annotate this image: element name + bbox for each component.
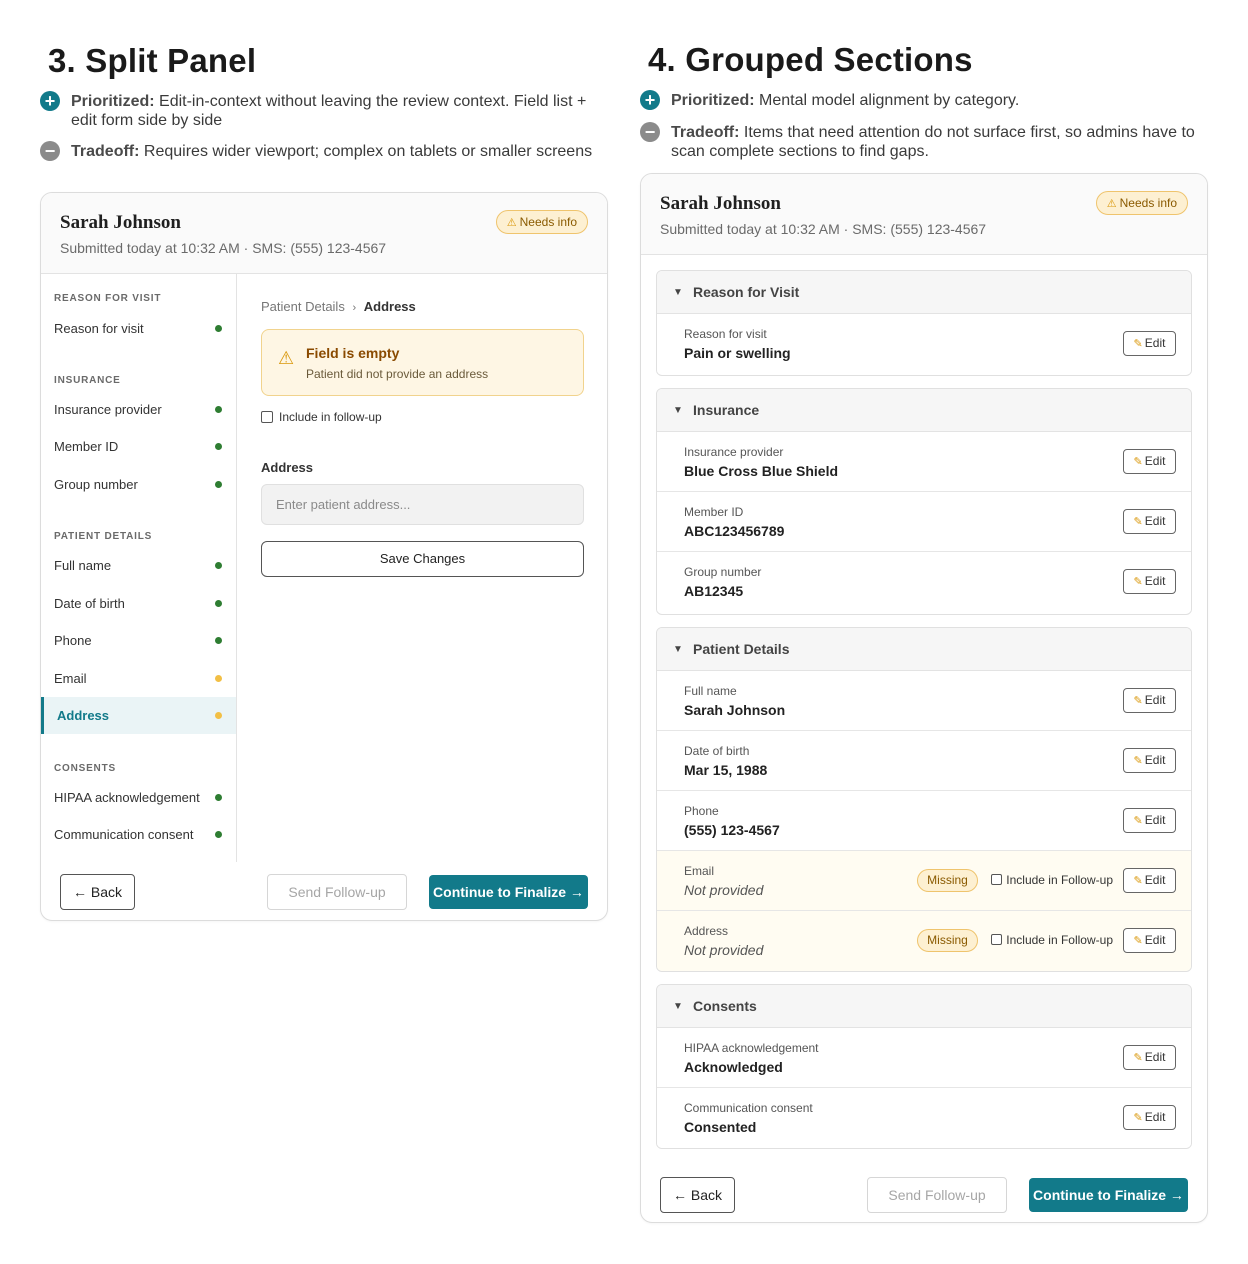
group-reason-for-visit [656,270,1192,376]
pencil-icon: ✎ [1133,875,1143,887]
field-label: Group number [684,565,762,579]
field-value: (555) 123-4567 [684,822,780,838]
field-label: Full name [684,684,737,698]
nav-item-address[interactable]: Address [41,697,236,734]
nav-item-phone[interactable]: Phone [41,622,236,659]
edit-button[interactable]: ✎ Edit [1123,928,1176,953]
status-dot [215,406,222,413]
prioritized-text: Mental model alignment by category. [759,92,1020,109]
card-header [641,174,1207,255]
prioritized-label: Prioritized: [671,92,755,109]
field-value: Blue Cross Blue Shield [684,463,839,479]
missing-badge: Missing [917,929,978,952]
pencil-icon: ✎ [1133,338,1143,350]
chevron-down-icon: ▼ [673,287,683,298]
edit-button[interactable]: ✎ Edit [1123,449,1176,474]
edit-button[interactable]: ✎ Edit [1123,331,1176,356]
tradeoff-label: Tradeoff: [71,143,140,160]
status-dot [215,712,222,719]
breadcrumb-parent[interactable]: Patient Details [261,299,345,314]
tradeoff-text: Items that need attention do not surface first, so admins have to scan complete sections to find gaps. [671,124,1195,160]
plus-circle-icon: + [640,90,660,110]
chevron-down-icon: ▼ [673,644,683,655]
checkbox-icon[interactable] [261,411,273,423]
empty-field-alert [261,329,584,396]
minus-circle-icon: − [40,141,60,161]
nav-item-group-number[interactable]: Group number [41,466,236,503]
field-value: Pain or swelling [684,345,791,361]
plus-circle-icon: + [40,91,60,111]
status-dot [215,675,222,682]
field-row [657,492,1191,552]
edit-button[interactable]: ✎ Edit [1123,748,1176,773]
status-dot [215,562,222,569]
prioritized-note [40,92,600,130]
group-insurance [656,388,1192,615]
save-changes-button[interactable]: Save Changes [261,541,584,577]
status-dot [215,831,222,838]
tradeoff-note [40,142,600,161]
nav-group-label: PATIENT DETAILS [54,531,153,542]
status-badge: ⚠ Needs info [496,210,588,234]
send-followup-button[interactable]: Send Follow-up [867,1177,1007,1213]
group-consents [656,984,1192,1149]
chevron-down-icon: ▼ [673,1001,683,1012]
prioritized-note [640,91,1200,110]
nav-item-hipaa-acknowledgement[interactable]: HIPAA acknowledgement [41,779,236,816]
section-title: 4. Grouped Sections [648,41,973,78]
status-dot [215,600,222,607]
edit-button[interactable]: ✎ Edit [1123,1045,1176,1070]
field-label: Date of birth [684,744,750,758]
pencil-icon: ✎ [1133,1112,1143,1124]
field-value: Not provided [684,882,764,898]
include-followup-checkbox[interactable]: Include in follow-up [261,410,382,424]
field-row-missing [657,851,1191,911]
include-followup-checkbox[interactable]: Include in Follow-up [991,873,1113,887]
nav-item-date-of-birth[interactable]: Date of birth [41,585,236,622]
field-row [657,1028,1191,1088]
field-label: Reason for visit [684,327,767,341]
field-label: Email [684,864,715,878]
pencil-icon: ✎ [1133,935,1143,947]
group-header[interactable]: ▼ Reason for Visit [657,271,1191,314]
prioritized-label: Prioritized: [71,93,155,110]
nav-item-email[interactable]: Email [41,660,236,697]
field-label: Phone [684,804,719,818]
checkbox-icon[interactable] [991,874,1002,885]
grouped-sections-card [640,173,1208,1223]
group-header[interactable]: ▼ Patient Details [657,628,1191,671]
field-value: Not provided [684,942,764,958]
warning-icon: ⚠ [506,217,517,229]
pencil-icon: ✎ [1133,815,1143,827]
edit-button[interactable]: ✎ Edit [1123,509,1176,534]
nav-item-member-id[interactable]: Member ID [41,428,236,465]
field-row [657,671,1191,731]
group-patient-details [656,627,1192,972]
warning-icon: ⚠ [278,348,295,368]
patient-name: Sarah Johnson [60,212,181,233]
field-value: ABC123456789 [684,523,785,539]
pencil-icon: ✎ [1133,516,1143,528]
field-value: Mar 15, 1988 [684,762,768,778]
back-button[interactable]: ← Back [660,1177,735,1213]
tradeoff-note [640,123,1200,161]
group-header[interactable]: ▼ Consents [657,985,1191,1028]
edit-button[interactable]: ✎ Edit [1123,569,1176,594]
submitted-info: Submitted today at 10:32 AM · SMS: (555) 123-4567 [660,221,987,237]
breadcrumb-separator: › [352,302,357,314]
field-label: Communication consent [684,1101,813,1115]
pencil-icon: ✎ [1133,755,1143,767]
status-dot [215,481,222,488]
status-badge: ⚠ Needs info [1096,191,1188,215]
field-label: Member ID [684,505,744,519]
address-field-label: Address [261,460,314,475]
group-header[interactable]: ▼ Insurance [657,389,1191,432]
nav-group-label: REASON FOR VISIT [54,293,162,304]
card-header [41,193,607,274]
pencil-icon: ✎ [1133,576,1143,588]
continue-to-finalize-button[interactable]: Continue to Finalize → [429,875,588,909]
warning-icon: ⚠ [1106,198,1117,210]
tradeoff-label: Tradeoff: [671,124,740,141]
checkbox-icon[interactable] [991,934,1002,945]
status-dot [215,794,222,801]
tradeoff-text: Requires wider viewport; complex on tablets or smaller screens [143,143,593,160]
submitted-info: Submitted today at 10:32 AM · SMS: (555) 123-4567 [60,240,387,256]
back-button[interactable]: ← Back [60,874,135,910]
nav-group-label: INSURANCE [54,375,121,386]
status-dot [215,637,222,644]
field-row [657,432,1191,492]
include-followup-checkbox[interactable]: Include in Follow-up [991,933,1113,947]
field-value: AB12345 [684,583,744,599]
breadcrumb [261,299,416,314]
field-label: Insurance provider [684,445,784,459]
nav-item-reason-for-visit[interactable]: Reason for visit [41,310,236,347]
pencil-icon: ✎ [1133,1052,1143,1064]
alert-message: Patient did not provide an address [306,367,489,381]
field-row [657,731,1191,791]
field-nav [41,273,237,862]
patient-name: Sarah Johnson [660,193,781,214]
status-dot [215,325,222,332]
alert-title: Field is empty [306,345,400,361]
split-panel-card [40,192,608,921]
breadcrumb-current: Address [363,299,416,314]
field-row [657,1088,1191,1148]
missing-badge: Missing [917,869,978,892]
chevron-down-icon: ▼ [673,405,683,416]
send-followup-button[interactable]: Send Follow-up [267,874,407,910]
field-row [657,791,1191,851]
field-label: Address [684,924,729,938]
field-value: Consented [684,1119,757,1135]
minus-circle-icon: − [640,122,660,142]
address-input[interactable] [261,484,584,525]
nav-item-full-name[interactable]: Full name [41,547,236,584]
continue-to-finalize-button[interactable]: Continue to Finalize → [1029,1178,1188,1212]
edit-button[interactable]: ✎ Edit [1123,688,1176,713]
field-value: Acknowledged [684,1059,783,1075]
field-label: HIPAA acknowledgement [684,1041,819,1055]
nav-item-insurance-provider[interactable]: Insurance provider [41,391,236,428]
nav-group-label: CONSENTS [54,763,116,774]
pencil-icon: ✎ [1133,695,1143,707]
status-dot [215,443,222,450]
edit-button[interactable]: ✎ Edit [1123,1105,1176,1130]
prioritized-text: Edit-in-context without leaving the review context. Field list + edit form side by side [71,93,587,129]
edit-button[interactable]: ✎ Edit [1123,808,1176,833]
field-row [657,552,1191,612]
field-row [657,314,1191,374]
field-row-missing [657,911,1191,971]
section-title: 3. Split Panel [48,42,257,79]
pencil-icon: ✎ [1133,456,1143,468]
nav-item-communication-consent[interactable]: Communication consent [41,816,236,853]
field-value: Sarah Johnson [684,702,786,718]
edit-button[interactable]: ✎ Edit [1123,868,1176,893]
